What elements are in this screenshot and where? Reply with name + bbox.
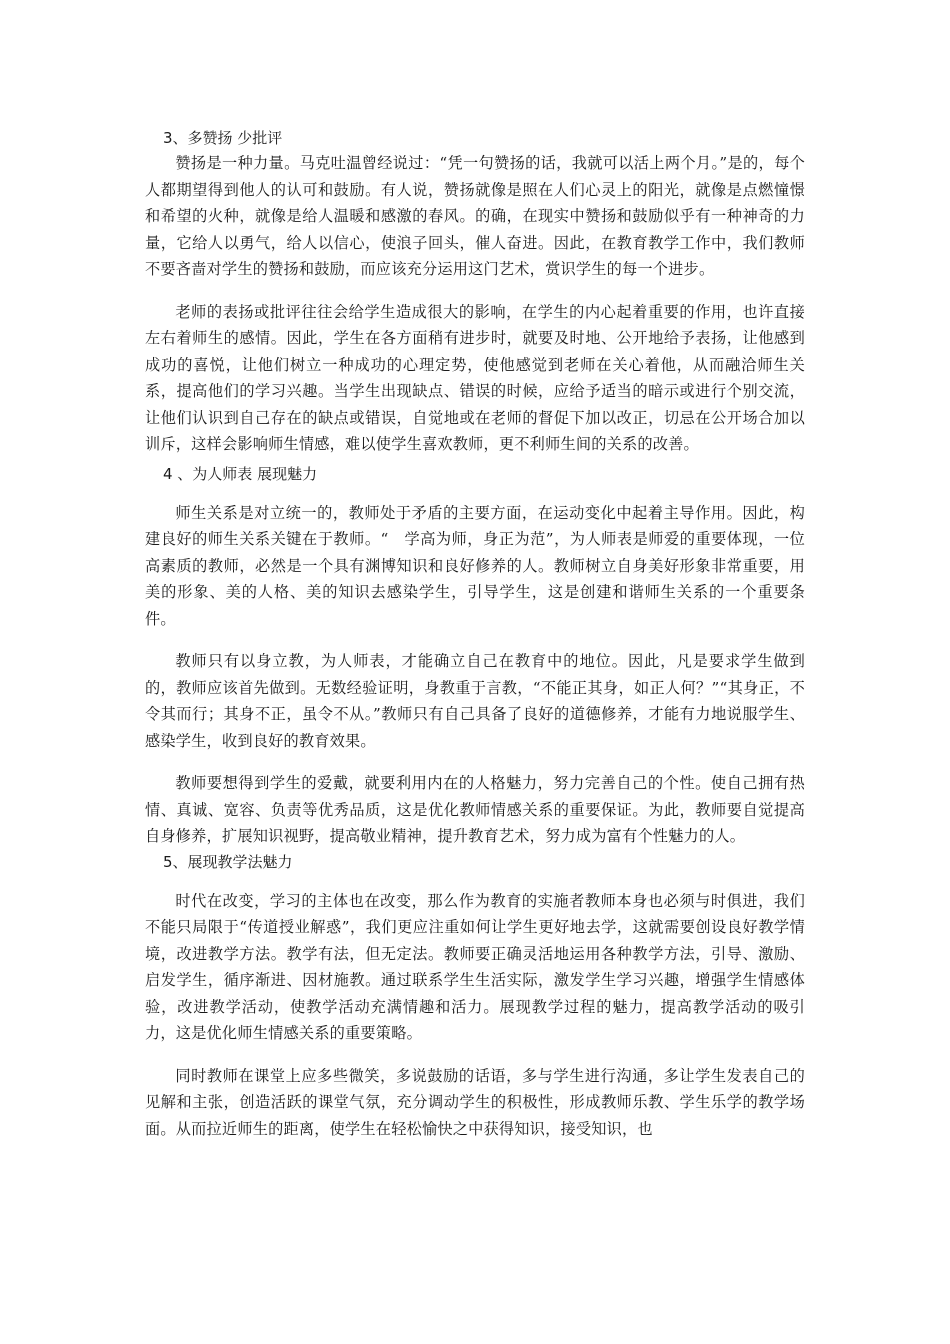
document-page <box>145 126 805 1142</box>
section-4-paragraph-2: 教师只有以身立教，为人师表，才能确立自己在教育中的地位。因此，凡是要求学生做到的，教师应该首先做到。无数经验证明，身教重于言教，“不能正其身，如正人何？”“其身正，不令其而行；其身不正，虽令不从。”教师只有自己具备了良好的道德修养，才能有力地说服学生、感染学生，收到良好的教育效果。 <box>145 652 805 750</box>
section-3-paragraph-2: 老师的表扬或批评往往会给学生造成很大的影响，在学生的内心起着重要的作用，也许直接左右着师生的感情。因此，学生在各方面稍有进步时，就要及时地、公开地给予表扬，让他感到成功的喜悦，让他们树立一种成功的心理定势，使他感觉到老师在关心着他，从而融洽师生关系，提高他们的学习兴趣。当学生出现缺点、错误的时候，应给予适当的暗示或进行个别交流，让他们认识到自己存在的缺点或错误，自觉地或在老师的督促下加以改正，切忌在公开场合加以训斥，这样会影响师生情感，难以使学生喜欢教师，更不利师生间的关系的改善。 <box>145 302 805 453</box>
section-5-paragraph-2: 同时教师在课堂上应多些微笑，多说鼓励的话语，多与学生进行沟通，多让学生发表自己的见解和主张，创造活跃的课堂气氛，充分调动学生的积极性，形成教师乐教、学生乐学的教学场面。从而拉近师生的距离，使学生在轻松愉快之中获得知识，接受知识，也 <box>145 1066 805 1138</box>
section-3-heading: 3、多赞扬 少批评 <box>163 129 283 147</box>
section-4-paragraph-3: 教师要想得到学生的爱戴，就要利用内在的人格魅力，努力完善自己的个性。使自己拥有热情、真诚、宽容、负责等优秀品质，这是优化教师情感关系的重要保证。为此，教师要自觉提高自身修养，扩展知识视野，提高敬业精神，提升教育艺术，努力成为富有个性魅力的人。 <box>145 774 805 845</box>
section-5-paragraph-1: 时代在改变，学习的主体也在改变，那么作为教育的实施者教师本身也必须与时俱进，我们不能只局限于“传道授业解惑”，我们更应注重如何让学生更好地去学，这就需要创设良好教学情境，改进教学方法。教学有法，但无定法。教师要正确灵活地运用各种教学方法，引导、激励、启发学生，循序渐进、因材施教。通过联系学生生活实际，激发学生学习兴趣，增强学生情感体验，改进教学活动，使教学活动充满情趣和活力。展现教学过程的魅力，提高教学活动的吸引力，这是优化师生情感关系的重要策略。 <box>145 891 805 1042</box>
section-3-paragraph-1: 赞扬是一种力量。马克吐温曾经说过：“凭一句赞扬的话，我就可以活上两个月。”是的，每个人都期望得到他人的认可和鼓励。有人说，赞扬就像是照在人们心灵上的阳光，就像是点燃憧憬和希望的火种，就像是给人温暖和感激的春风。的确，在现实中赞扬和鼓励似乎有一种神奇的力量，它给人以勇气，给人以信心，使浪子回头，催人奋进。因此，在教育教学工作中，我们教师不要吝啬对学生的赞扬和鼓励，而应该充分运用这门艺术，赏识学生的每一个进步。 <box>145 154 805 278</box>
section-4-heading: 4 、为人师表 展现魅力 <box>163 464 318 483</box>
section-4-paragraph-1: 师生关系是对立统一的，教师处于矛盾的主要方面，在运动变化中起着主导作用。因此，构建良好的师生关系关键在于教师。“ 学高为师，身正为范”，为人师表是师爱的重要体现，一位高素质的教师，必然是一个具有渊博知识和良好修养的人。教师树立自身美好形象非常重要，用美的形象、美的人格、美的知识去感染学生，引导学生，这是创建和谐师生关系的一个重要条件。 <box>145 503 805 628</box>
section-5-heading: 5、展现教学法魅力 <box>163 852 293 871</box>
